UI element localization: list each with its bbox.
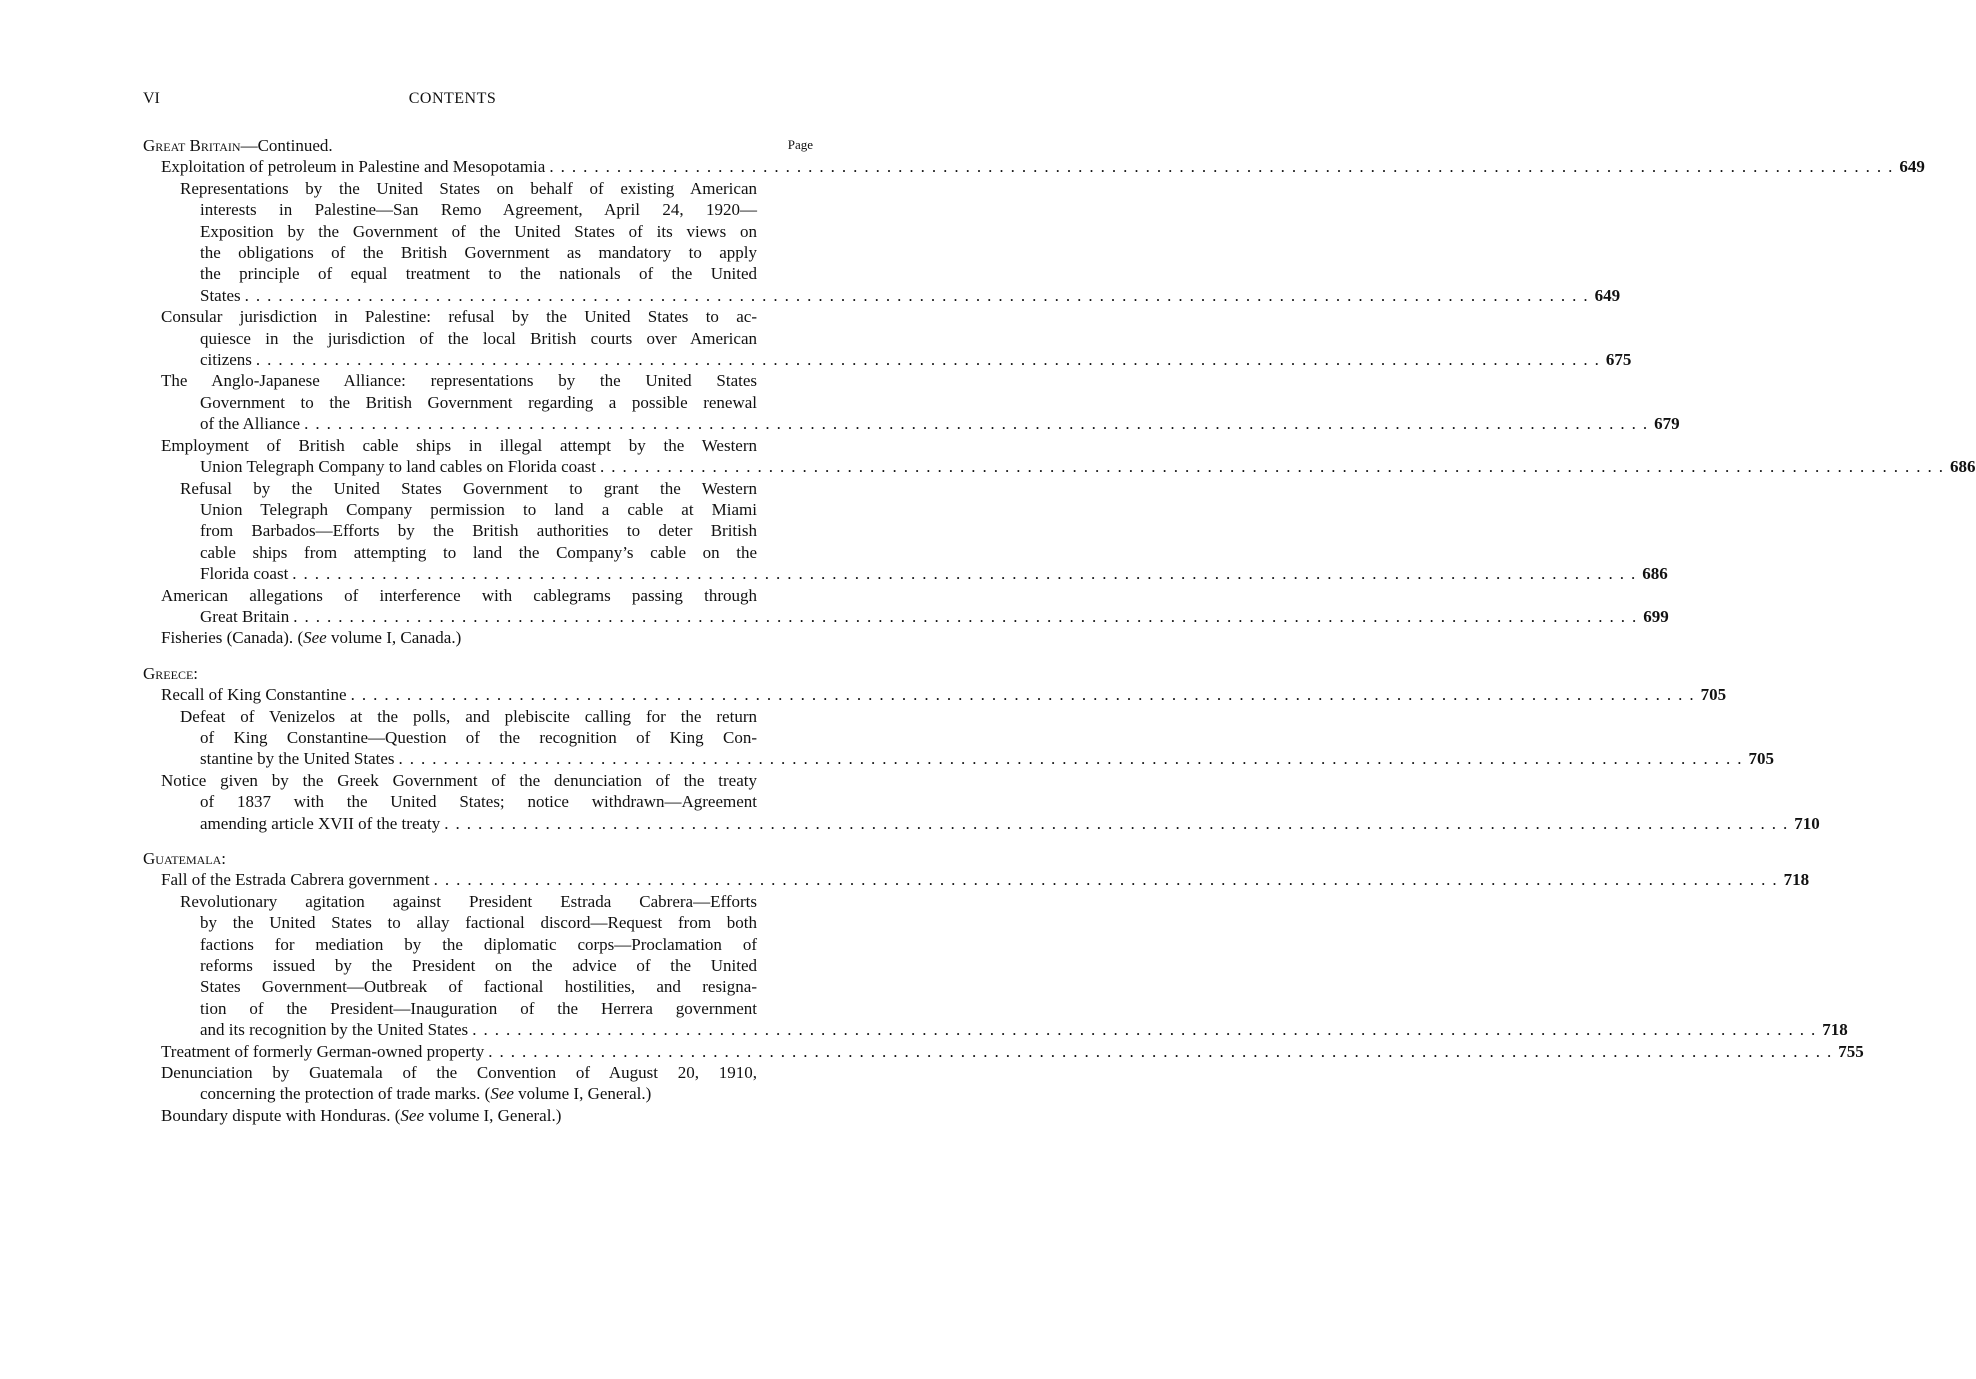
entry-line: cable ships from attempting to land the Company’s cable on the bbox=[200, 542, 757, 562]
dot-leader: ........................................................................................................................ bbox=[472, 1020, 1823, 1040]
entry-line: the principle of equal treatment to the nationals of the United bbox=[200, 264, 757, 284]
entry-line: Employment of British cable ships in illegal attempt by the Western bbox=[161, 435, 757, 455]
entry-line: of 1837 with the United States; notice withdrawn—Agreement bbox=[200, 792, 757, 812]
section-heading bbox=[143, 663, 815, 684]
page-number: 675 bbox=[1605, 350, 1632, 370]
entry-last-line bbox=[143, 285, 1621, 306]
entry-text: Boundary dispute with Honduras. bbox=[161, 1105, 391, 1125]
entry-text: Fisheries (Canada). bbox=[161, 628, 294, 648]
entry-last-line bbox=[143, 349, 1632, 370]
dot-leader: ........................................................................................................................ bbox=[488, 1041, 1839, 1061]
see-open: ( bbox=[394, 1105, 401, 1125]
toc-entry bbox=[143, 585, 1669, 628]
entry-line: Union Telegraph Company permission to land a cable at Miami bbox=[200, 499, 757, 519]
entry-last-line bbox=[143, 869, 1810, 890]
entry-last-line bbox=[143, 456, 1976, 477]
dot-leader: ........................................................................................................................ bbox=[549, 157, 1900, 177]
see-target: volume I, General.) bbox=[513, 1084, 652, 1104]
entry-line: States Government—Outbreak of factional hostilities, and resigna- bbox=[200, 977, 757, 997]
page-number: 755 bbox=[1838, 1041, 1864, 1061]
section-heading bbox=[143, 848, 815, 869]
table-of-contents bbox=[143, 135, 1976, 1126]
page-title: CONTENTS bbox=[408, 90, 497, 107]
page-number: 649 bbox=[1899, 157, 1925, 177]
toc-entry bbox=[143, 435, 1976, 478]
entry-text: Union Telegraph Company to land cables on Florida coast bbox=[200, 457, 597, 477]
dot-leader: ........................................................................................................................ bbox=[600, 457, 1951, 477]
toc-entry bbox=[143, 869, 1810, 890]
toc-entry bbox=[143, 684, 1727, 705]
entry-text: Treatment of formerly German-owned property bbox=[161, 1041, 485, 1061]
page-number-roman: VI bbox=[143, 90, 160, 107]
entry-last-line bbox=[143, 684, 1727, 705]
entry-line: by the United States to allay factional discord—Request from both bbox=[200, 913, 757, 933]
entry-line: Refusal by the United States Government to grant the Western bbox=[180, 478, 757, 498]
entry-line: Notice given by the Greek Government of the denunciation of the treaty bbox=[161, 770, 757, 790]
section-heading bbox=[143, 135, 815, 156]
entry-line: Representations by the United States on behalf of existing American bbox=[180, 178, 757, 198]
section-heading-name: Greece: bbox=[143, 663, 198, 683]
section-heading-name: Great Britain bbox=[143, 136, 241, 155]
dot-leader: ........................................................................................................................ bbox=[398, 749, 1749, 769]
entry-last-line bbox=[143, 563, 1668, 584]
page-number: 705 bbox=[1700, 685, 1727, 705]
entry-text: Exploitation of petroleum in Palestine and Mesopotamia bbox=[161, 157, 546, 177]
entry-text: concerning the protection of trade marks. bbox=[200, 1084, 481, 1104]
see-reference: See bbox=[490, 1084, 514, 1104]
section-heading-name: Guatemala: bbox=[143, 849, 226, 868]
page-number: 686 bbox=[1642, 564, 1668, 584]
dot-leader: ........................................................................................................................ bbox=[244, 285, 1595, 305]
entry-line: American allegations of interference with cablegrams passing through bbox=[161, 585, 757, 605]
see-target: volume I, Canada.) bbox=[326, 628, 462, 648]
entry-text: and its recognition by the United States bbox=[200, 1020, 469, 1040]
entry-text: Florida coast bbox=[200, 564, 289, 584]
toc-entry bbox=[143, 770, 1820, 834]
dot-leader: ........................................................................................................................ bbox=[292, 564, 1643, 584]
toc-entry bbox=[143, 156, 1925, 177]
toc-entry bbox=[143, 891, 1848, 1041]
entry-line: quiesce in the jurisdiction of the local British courts over American bbox=[200, 328, 757, 348]
entry-line: Consular jurisdiction in Palestine: refusal by the United States to ac- bbox=[161, 307, 757, 327]
entry-line: Revolutionary agitation against President Estrada Cabrera—Efforts bbox=[180, 891, 757, 911]
dot-leader: ........................................................................................................................ bbox=[255, 350, 1606, 370]
entry-last-line bbox=[143, 156, 1925, 177]
entry-line: reforms issued by the President on the advice of the United bbox=[200, 956, 757, 976]
page-number: 705 bbox=[1748, 749, 1775, 769]
entry-last-line bbox=[143, 627, 815, 648]
see-reference: See bbox=[303, 628, 327, 648]
entry-last-line bbox=[143, 1041, 1864, 1062]
entry-last-line bbox=[143, 413, 1680, 434]
entry-line: of King Constantine—Question of the recognition of King Con- bbox=[200, 727, 757, 747]
entry-line: Denunciation by Guatemala of the Convention of August 20, 1910, bbox=[161, 1063, 757, 1083]
page-number: 710 bbox=[1794, 813, 1820, 833]
entry-line: the obligations of the British Government as mandatory to apply bbox=[200, 243, 757, 263]
entry-line: The Anglo-Japanese Alliance: representations by the United States bbox=[161, 371, 757, 391]
dot-leader: ........................................................................................................................ bbox=[444, 813, 1795, 833]
entry-line: Defeat of Venizelos at the polls, and plebiscite calling for the return bbox=[180, 706, 757, 726]
page-number: 718 bbox=[1822, 1020, 1848, 1040]
entry-text: States bbox=[200, 285, 241, 305]
toc-entry bbox=[143, 178, 1621, 306]
toc-entry bbox=[143, 478, 1668, 585]
page-number: 718 bbox=[1783, 870, 1810, 890]
entry-text: citizens bbox=[200, 350, 252, 370]
page-number: 649 bbox=[1594, 285, 1621, 305]
dot-leader: ........................................................................................................................ bbox=[433, 870, 1784, 890]
entry-last-line bbox=[143, 748, 1775, 769]
toc-entry bbox=[143, 1062, 815, 1105]
page-number: 686 bbox=[1950, 457, 1976, 477]
entry-line: factions for mediation by the diplomatic corps—Proclamation of bbox=[200, 934, 757, 954]
section-heading-suffix: —Continued. bbox=[240, 136, 333, 155]
entry-text: stantine by the United States bbox=[200, 749, 395, 769]
dot-leader: ........................................................................................................................ bbox=[350, 685, 1701, 705]
see-open: ( bbox=[297, 628, 304, 648]
entry-text: amending article XVII of the treaty bbox=[200, 813, 441, 833]
entry-line: interests in Palestine—San Remo Agreement, April 24, 1920— bbox=[200, 200, 757, 220]
entry-last-line bbox=[143, 1105, 815, 1126]
toc-entry bbox=[143, 1105, 815, 1126]
entry-last-line bbox=[143, 606, 1669, 627]
entry-last-line bbox=[143, 813, 1820, 834]
entry-line: tion of the President—Inauguration of the Herrera government bbox=[200, 998, 757, 1018]
entry-line: from Barbados—Efforts by the British authorities to deter British bbox=[200, 521, 757, 541]
entry-text: of the Alliance bbox=[200, 414, 301, 434]
entry-last-line bbox=[143, 1019, 1848, 1040]
see-target: volume I, General.) bbox=[424, 1105, 562, 1125]
dot-leader: ........................................................................................................................ bbox=[304, 414, 1655, 434]
entry-text: Fall of the Estrada Cabrera government bbox=[161, 870, 430, 890]
entry-line: Exposition by the Government of the United States of its views on bbox=[200, 221, 757, 241]
toc-entry bbox=[143, 627, 815, 648]
dot-leader: ........................................................................................................................ bbox=[293, 606, 1644, 626]
toc-entry bbox=[143, 370, 1680, 434]
page-number: 679 bbox=[1654, 414, 1680, 434]
toc-entry bbox=[143, 706, 1775, 770]
see-reference: See bbox=[400, 1105, 424, 1125]
entry-text: Great Britain bbox=[200, 606, 290, 626]
see-open: ( bbox=[484, 1084, 491, 1104]
page-number: 699 bbox=[1643, 606, 1669, 626]
entry-line: Government to the British Government regarding a possible renewal bbox=[200, 392, 757, 412]
page-column-label: Page bbox=[787, 137, 813, 152]
toc-entry bbox=[143, 1041, 1864, 1062]
toc-entry bbox=[143, 306, 1632, 370]
entry-last-line bbox=[143, 1083, 815, 1104]
entry-text: Recall of King Constantine bbox=[161, 685, 347, 705]
